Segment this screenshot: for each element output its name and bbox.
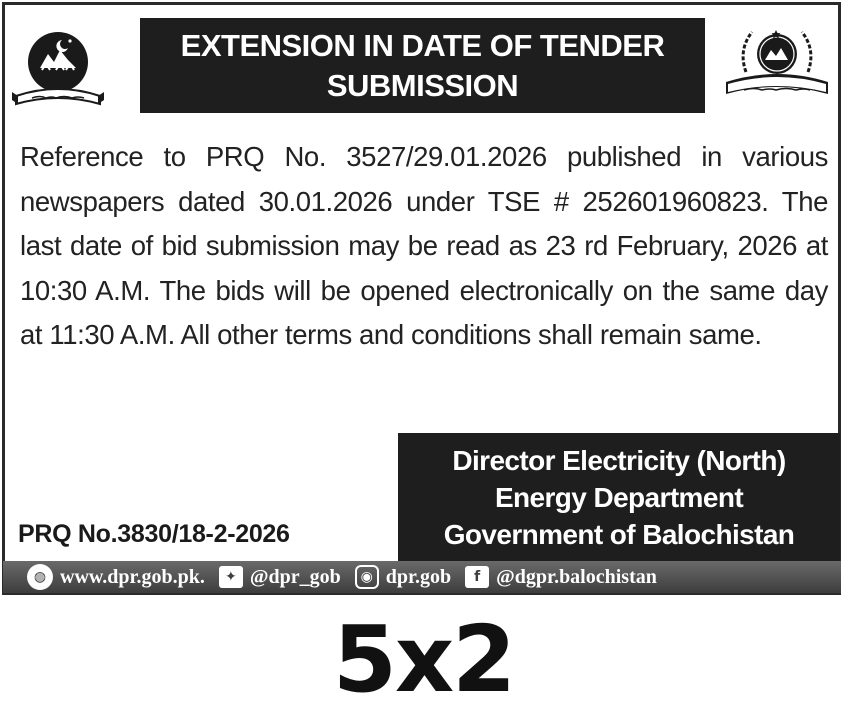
prq-number: PRQ No.3830/18-2-2026 (18, 520, 290, 548)
signature-block (398, 433, 840, 561)
footer-facebook[interactable] (465, 566, 657, 589)
title-line-1: EXTENSION IN DATE OF TENDER (180, 27, 665, 63)
footer-contact-bar (3, 561, 841, 593)
dgpr-emblem-icon (718, 22, 836, 108)
signature-government: Government of Balochistan (443, 518, 795, 550)
footer-website[interactable] (27, 564, 205, 590)
instagram-icon: ◉ (355, 565, 379, 589)
facebook-handle: @dgpr.balochistan (496, 565, 657, 588)
footer-twitter[interactable] (219, 566, 341, 589)
signature-department: Energy Department (494, 481, 744, 513)
facebook-icon: f (465, 566, 489, 588)
twitter-icon: ✦ (219, 566, 243, 588)
notice-paragraph: Reference to PRQ No. 3527/29.01.2026 published in various newspapers dated 30.01.2026 under TSE # 252601960823. The last date of bid submission may be read as 23 rd February, 2026 at 10:30 A.M. The bids will be opened electronically on the same day at 11:30 A.M. All other terms and conditions shall remain same. (20, 141, 828, 350)
signature-designation: Director Electricity (North) (452, 444, 786, 476)
globe-icon: ◍ (27, 564, 53, 590)
ad-size-label: 5x2 (332, 606, 515, 713)
instagram-handle: dpr.gob (385, 565, 452, 588)
title-banner (140, 18, 705, 113)
title-line-2: SUBMISSION (326, 67, 519, 103)
twitter-handle: @dpr_gob (249, 565, 341, 588)
page-title (181, 26, 665, 106)
footer-instagram[interactable] (355, 565, 451, 589)
balochistan-emblem-icon (10, 24, 106, 110)
website-text: www.dpr.gob.pk. (60, 565, 205, 588)
